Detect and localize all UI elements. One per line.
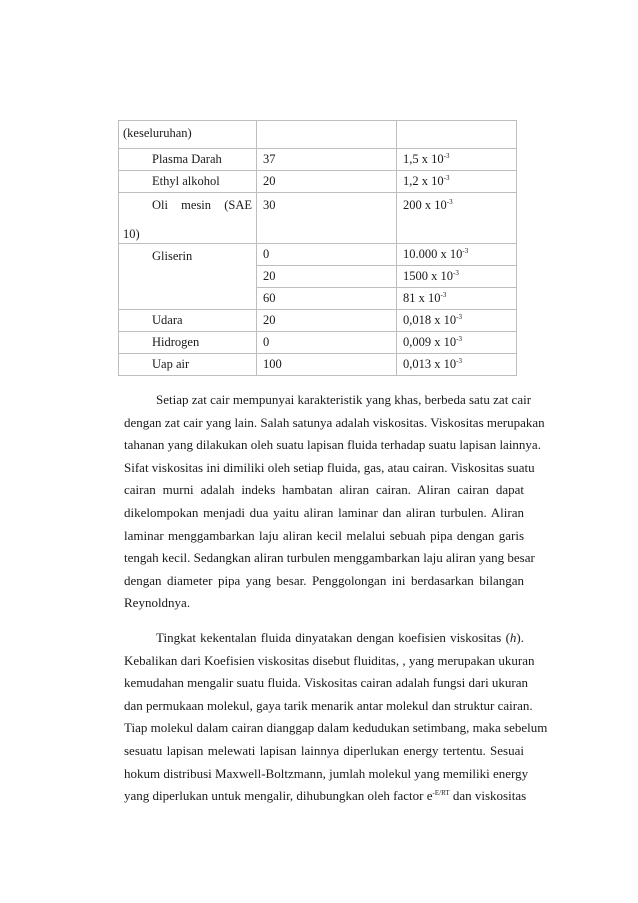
table-cell [257, 121, 397, 149]
substance-word: mesin [181, 198, 212, 212]
temperature-cell: 0 [257, 244, 397, 266]
viscosity-value: 0,009 x 10 [403, 335, 457, 349]
text-segment: Tingkat kekentalan fluida dinyatakan dengan koefisien viskositas ( [156, 629, 510, 645]
viscosity-value: 1,5 x 10 [403, 152, 444, 166]
substance-cell: Ethyl alkohol [119, 171, 257, 193]
viscosity-value: 1500 x 10 [403, 269, 453, 283]
viscosity-value: 200 x 10 [403, 198, 447, 212]
viscosity-exponent: -3 [456, 313, 462, 321]
temperature-cell: 37 [257, 149, 397, 171]
table-row [119, 332, 517, 354]
text-segment: yang diperlukan untuk mengalir, dihubungkan oleh factor e [124, 788, 433, 804]
text-line: tahanan yang dilakukan oleh suatu lapisan fluida terhadap suatu lapisan lainnya. [124, 437, 541, 453]
table-row [119, 310, 517, 332]
table-cell: (keseluruhan) [119, 121, 257, 149]
body-text [124, 389, 548, 808]
table-row [119, 193, 517, 244]
viscosity-exponent: -3 [443, 152, 450, 160]
text-line: sesuatu lapisan melewati lapisan lainnya diperlukan energy tertentu. Sesuai [124, 742, 524, 758]
viscosity-value: 0,013 x 10 [403, 357, 457, 371]
viscosity-cell [397, 193, 517, 244]
viscosity-cell [397, 310, 517, 332]
text-line: dengan diameter pipa yang besar. Penggolongan ini berdasarkan bilangan [124, 572, 524, 588]
paragraph-1 [124, 389, 545, 615]
substance-cell: Plasma Darah [119, 149, 257, 171]
viscosity-exponent: -3 [453, 269, 459, 277]
temperature-cell: 20 [257, 310, 397, 332]
viscosity-cell [397, 288, 517, 310]
viscosity-symbol: h [509, 629, 517, 645]
viscosity-cell [397, 244, 517, 266]
text-line: Tiap molekul dalam cairan dianggap dalam kedudukan setimbang, maka sebelum [124, 720, 548, 736]
text-line: Sifat viskositas ini dimiliki oleh setiap fluida, gas, atau cairan. Viskositas suatu [124, 459, 535, 475]
substance-cell: Hidrogen [119, 332, 257, 354]
table-row [119, 121, 517, 149]
table-row [119, 244, 517, 266]
substance-word: 10) [123, 227, 140, 241]
substance-cell: Uap air [119, 354, 257, 376]
viscosity-value: 0,018 x 10 [403, 313, 457, 327]
text-line [124, 627, 524, 650]
viscosity-exponent: -3 [456, 357, 462, 365]
temperature-cell: 30 [257, 193, 397, 244]
viscosity-cell [397, 332, 517, 354]
table-row [119, 354, 517, 376]
text-line: laminar menggambarkan laju aliran kecil melalui sebuah pipa dengan garis [124, 527, 524, 543]
viscosity-cell [397, 149, 517, 171]
viscosity-value: 10.000 x 10 [403, 247, 463, 261]
substance-word: Oli [152, 198, 168, 212]
viscosity-cell [397, 266, 517, 288]
temperature-cell: 0 [257, 332, 397, 354]
viscosity-exponent: -3 [440, 291, 447, 299]
temperature-cell: 20 [257, 266, 397, 288]
text-line: dikelompokan menjadi dua yaitu aliran laminar dan aliran turbulen. Aliran [124, 504, 524, 520]
exponent: -E/RT [432, 789, 450, 798]
text-line: Kebalikan dari Koefisien viskositas disebut fluiditas, , yang merupakan ukuran [124, 652, 535, 668]
viscosity-value: 1,2 x 10 [403, 174, 444, 188]
text-line: kemudahan mengalir suatu fluida. Viskositas cairan adalah fungsi dari ukuran [124, 675, 529, 691]
text-line: Setiap zat cair mempunyai karakteristik yang khas, berbeda satu zat cair [156, 392, 532, 407]
viscosity-cell [397, 354, 517, 376]
temperature-cell: 60 [257, 288, 397, 310]
viscosity-exponent: -3 [443, 174, 450, 182]
text-segment: ). [516, 629, 524, 645]
viscosity-exponent: -3 [456, 335, 462, 343]
text-segment: dan viskositas [449, 788, 527, 804]
substance-cell: Gliserin [119, 244, 257, 310]
text-line: dengan zat cair yang lain. Salah satunya adalah viskositas. Viskositas merupakan [124, 414, 545, 430]
text-line: hokum distribusi Maxwell-Boltzmann, jumlah molekul yang memiliki energy [124, 765, 529, 781]
viscosity-cell [397, 171, 517, 193]
text-line: dan permukaan molekul, gaya tarik menarik antar molekul dan struktur cairan. [124, 697, 533, 713]
table-row [119, 171, 517, 193]
substance-cell: Udara [119, 310, 257, 332]
temperature-cell: 100 [257, 354, 397, 376]
text-line: tengah kecil. Sedangkan aliran turbulen menggambarkan laju aliran yang besar [124, 550, 535, 566]
viscosity-exponent: -3 [446, 198, 453, 206]
substance-word: (SAE [224, 198, 252, 212]
viscosity-exponent: -3 [462, 247, 469, 255]
substance-cell [119, 193, 257, 244]
paragraph-2 [124, 627, 548, 808]
viscosity-table [118, 120, 517, 376]
table-cell [397, 121, 517, 149]
text-line: Reynoldnya. [124, 595, 191, 611]
temperature-cell: 20 [257, 171, 397, 193]
viscosity-value: 81 x 10 [403, 291, 441, 305]
table-row [119, 149, 517, 171]
text-line [124, 785, 527, 808]
text-line: cairan murni adalah indeks hambatan aliran cairan. Aliran cairan dapat [124, 482, 524, 498]
